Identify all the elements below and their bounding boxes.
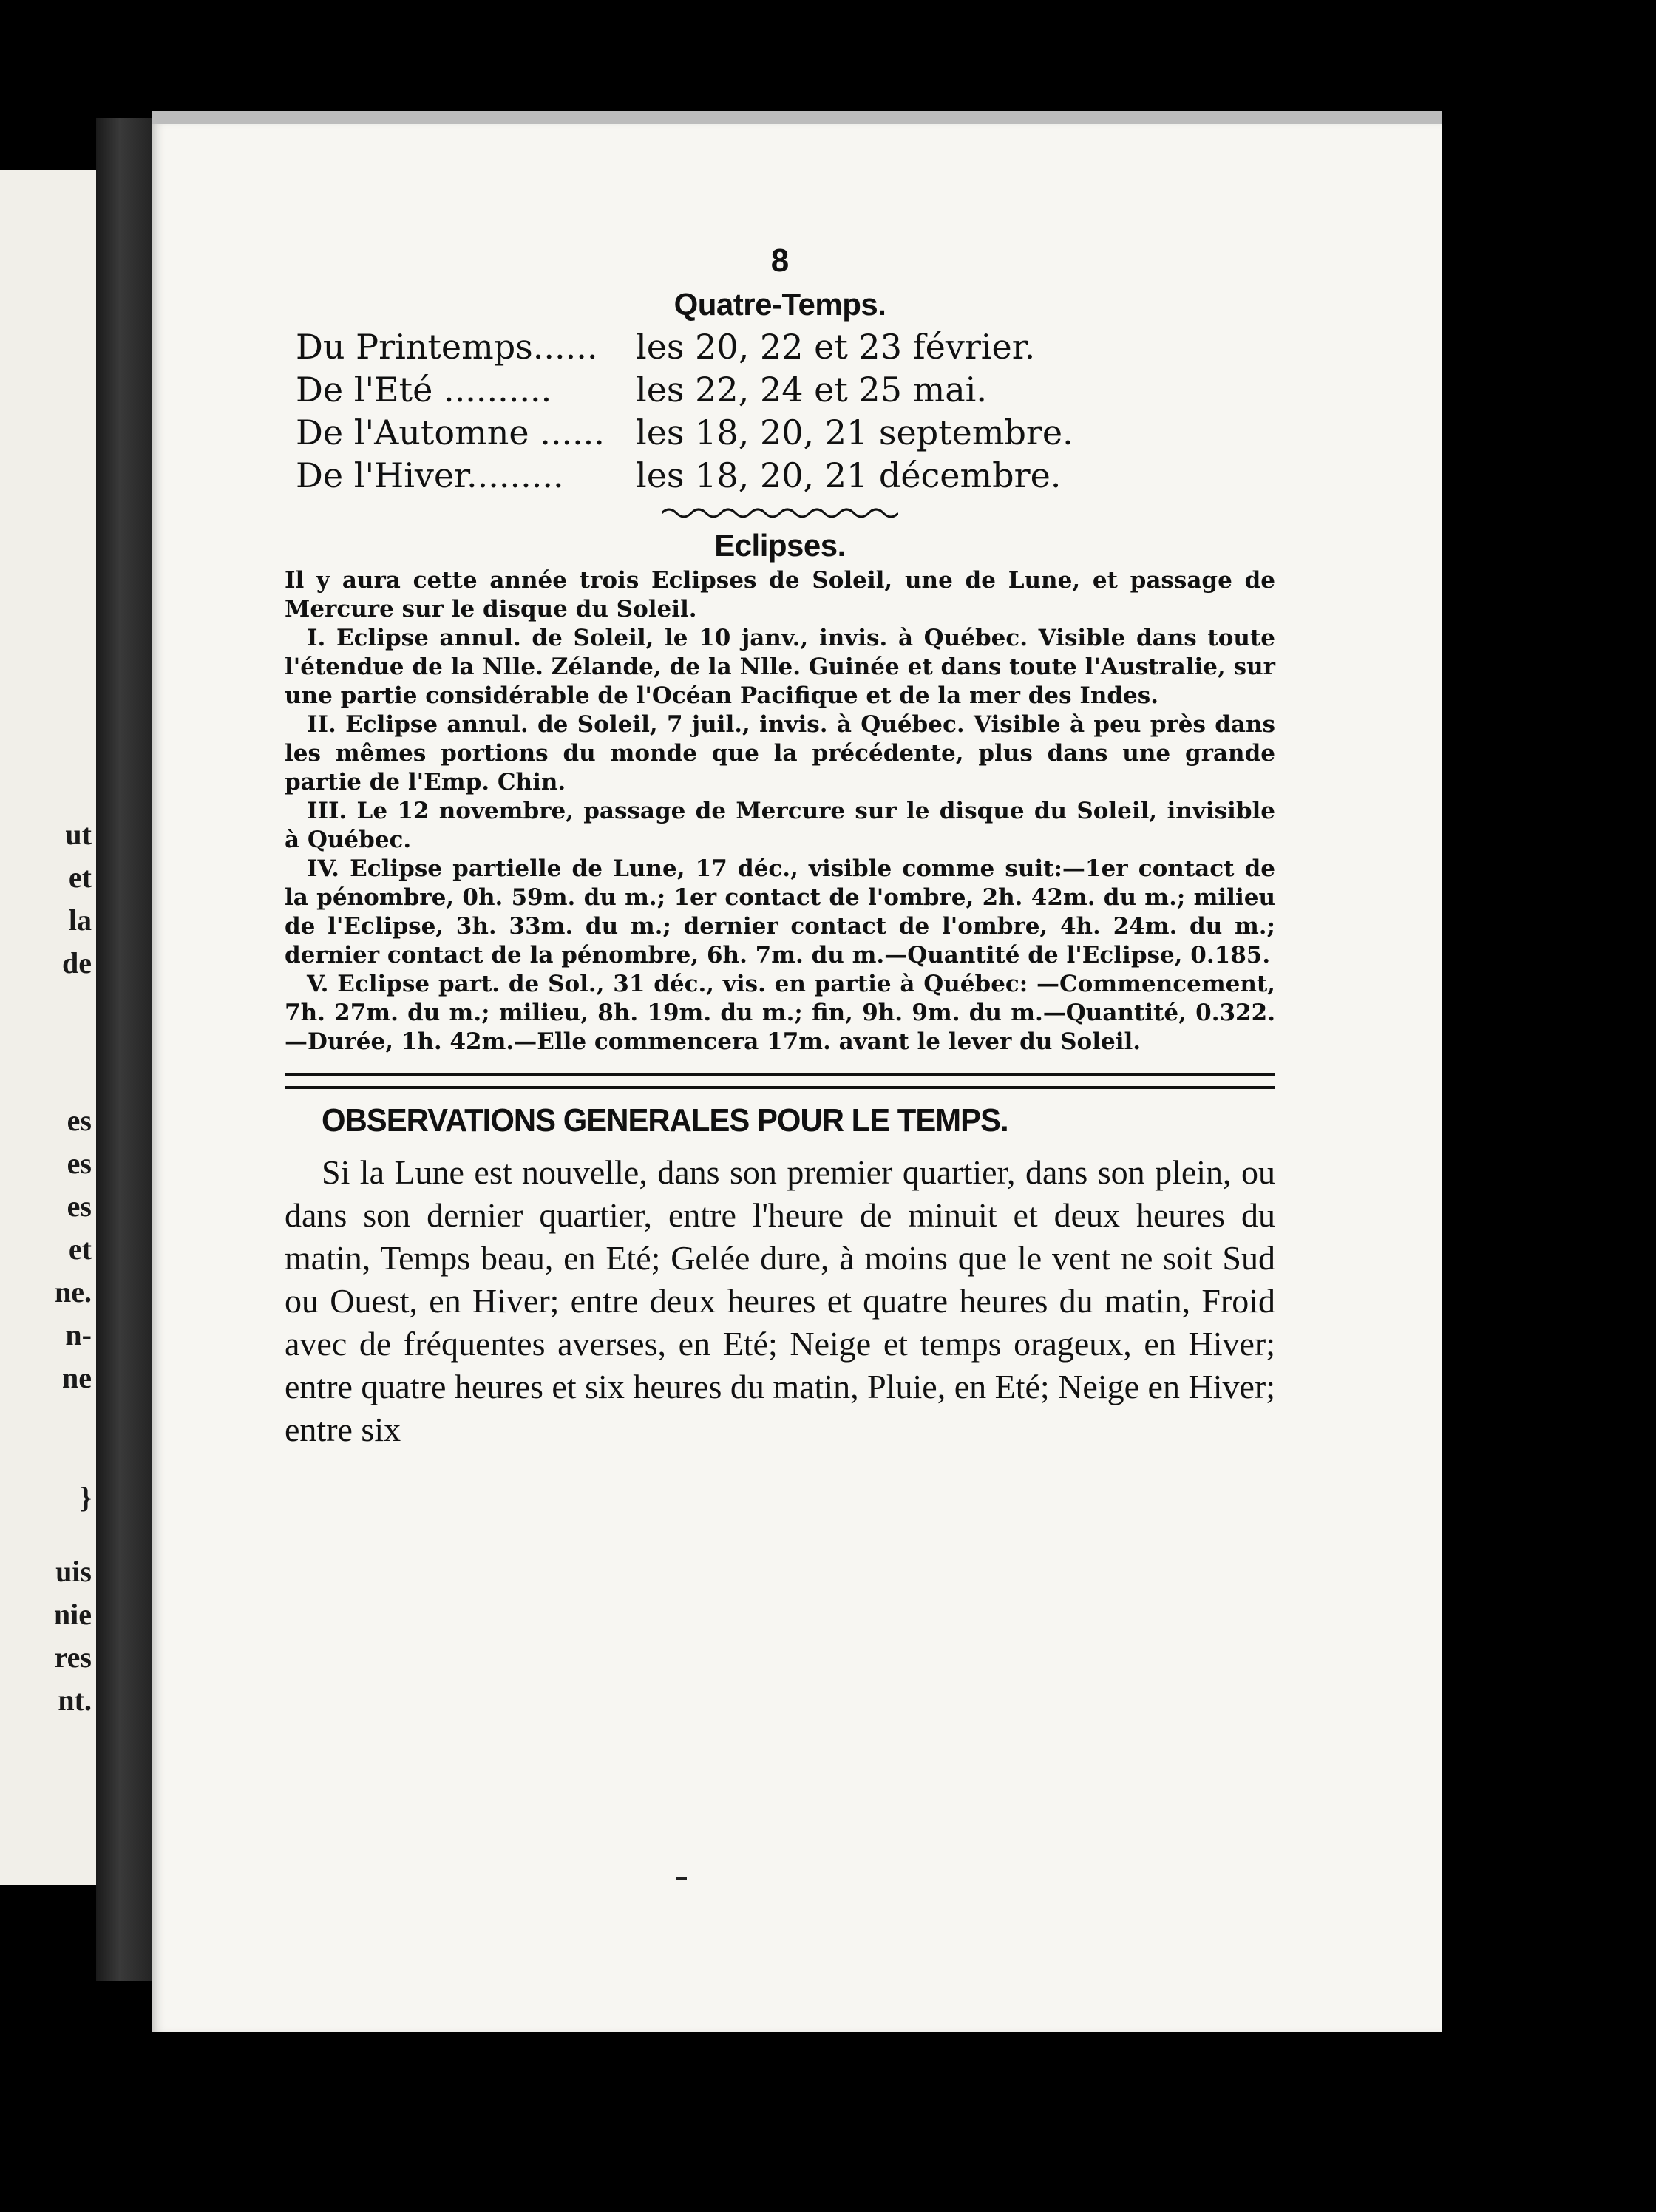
left-page-fragment: es — [67, 1104, 92, 1137]
eclipse-entry: III. Le 12 novembre, passage de Mercure sur le disque du Soleil, invisible à Québec. — [285, 798, 1275, 853]
eclipses-title: Eclipses. — [714, 528, 846, 563]
season-dates: les 18, 20, 21 septembre. — [636, 413, 1073, 452]
left-page-fragment: la — [68, 903, 92, 937]
left-page-fragment: et — [68, 1232, 92, 1266]
printer-mark — [676, 1877, 687, 1880]
season-dates: les 20, 22 et 23 février. — [636, 327, 1036, 367]
quatre-temps-table — [285, 325, 1275, 497]
left-page-fragment: de — [62, 946, 92, 980]
eclipses-intro: Il y aura cette année trois Eclipses de Soleil, une de Lune, et passage de Mercure sur le disque du Soleil. — [285, 567, 1275, 622]
wavy-divider — [662, 503, 898, 523]
quatre-temps-row — [285, 368, 1275, 411]
left-page-fragment: } — [80, 1481, 92, 1514]
left-page-fragment: et — [68, 861, 92, 894]
season-dates: les 22, 24 et 25 mai. — [636, 370, 987, 410]
left-page-fragment: nt. — [58, 1683, 92, 1717]
season-label: De l'Hiver......... — [296, 455, 564, 495]
eclipse-entry: IV. Eclipse partielle de Lune, 17 déc., visible comme suit:—1er contact de la pénombre, 0h. 59m. du m.; 1er contact de l'ombre, 2h. 42m. du m.; milieu de l'Eclipse, 3h. 33m. du m.; dernier contact de l'ombre, 4h. 24m. du m.; dernier contact de la pénombre, 6h. 7m. du m.—Quantité de l'Eclipse, 0.185. — [285, 855, 1275, 968]
eclipse-entry: V. Eclipse part. de Sol., 31 déc., vis. en partie à Québec: —Commencement, 7h. 27m. du m.; milieu, 8h. 19m. du m.; fin, 9h. 9m. du m.—Quantité, 0.322.—Durée, 1h. 42m.—Elle commencera 17m. avant le lever du Soleil. — [285, 971, 1275, 1055]
observations-title: OBSERVATIONS GENERALES POUR LE TEMPS. — [322, 1102, 1008, 1139]
season-label: Du Printemps...... — [296, 327, 598, 367]
eclipse-entry: II. Eclipse annul. de Soleil, 7 juil., invis. à Québec. Visible à peu près dans les mêmes portions du monde que la précédente, plus dans une grande partie de l'Emp. Chin. — [285, 711, 1275, 795]
left-page-fragment: ne — [62, 1361, 92, 1394]
left-page-fragment: ne. — [55, 1275, 92, 1309]
left-page-fragment: es — [67, 1190, 92, 1223]
quatre-temps-row — [285, 411, 1275, 454]
page-number: 8 — [770, 242, 790, 279]
season-label: De l'Eté .......... — [296, 370, 552, 410]
book-gutter — [96, 118, 155, 1981]
quatre-temps-title: Quatre-Temps. — [673, 287, 886, 322]
quatre-temps-row — [285, 454, 1275, 497]
double-rule-divider — [285, 1073, 1275, 1089]
left-page-fragment: nie — [53, 1598, 92, 1631]
left-page-fragment: uis — [55, 1555, 92, 1588]
page-content — [285, 242, 1275, 1451]
book-page — [152, 111, 1442, 2032]
left-page-fragment: res — [54, 1641, 92, 1674]
observations-text: Si la Lune est nouvelle, dans son premier quartier, dans son plein, ou dans son dernier quartier, entre l'heure de minuit et deux heures du matin, Temps beau, en Eté; Gelée dure, à moins que le vent ne soit Sud ou Ouest, en Hiver; entre deux heures et quatre heures du matin, Froid avec de fréquentes averses, en Eté; Neige et temps orageux, en Hiver; entre quatre heures et six heures du matin, Pluie, en Eté; Neige en Hiver; entre six — [285, 1153, 1275, 1448]
left-page-fragment: n- — [65, 1318, 92, 1351]
quatre-temps-row — [285, 325, 1275, 368]
previous-page-edge — [0, 170, 96, 1885]
eclipse-entry: I. Eclipse annul. de Soleil, le 10 janv., invis. à Québec. Visible dans toute l'étendue de la Nlle. Zélande, de la Nlle. Guinée et dans toute l'Australie, sur une partie considérable de l'Océan Pacifique et de la mer des Indes. — [285, 625, 1275, 709]
left-page-fragment: es — [67, 1147, 92, 1180]
season-label: De l'Automne ...... — [296, 413, 605, 452]
season-dates: les 18, 20, 21 décembre. — [636, 455, 1062, 495]
left-page-fragment: ut — [65, 818, 92, 851]
